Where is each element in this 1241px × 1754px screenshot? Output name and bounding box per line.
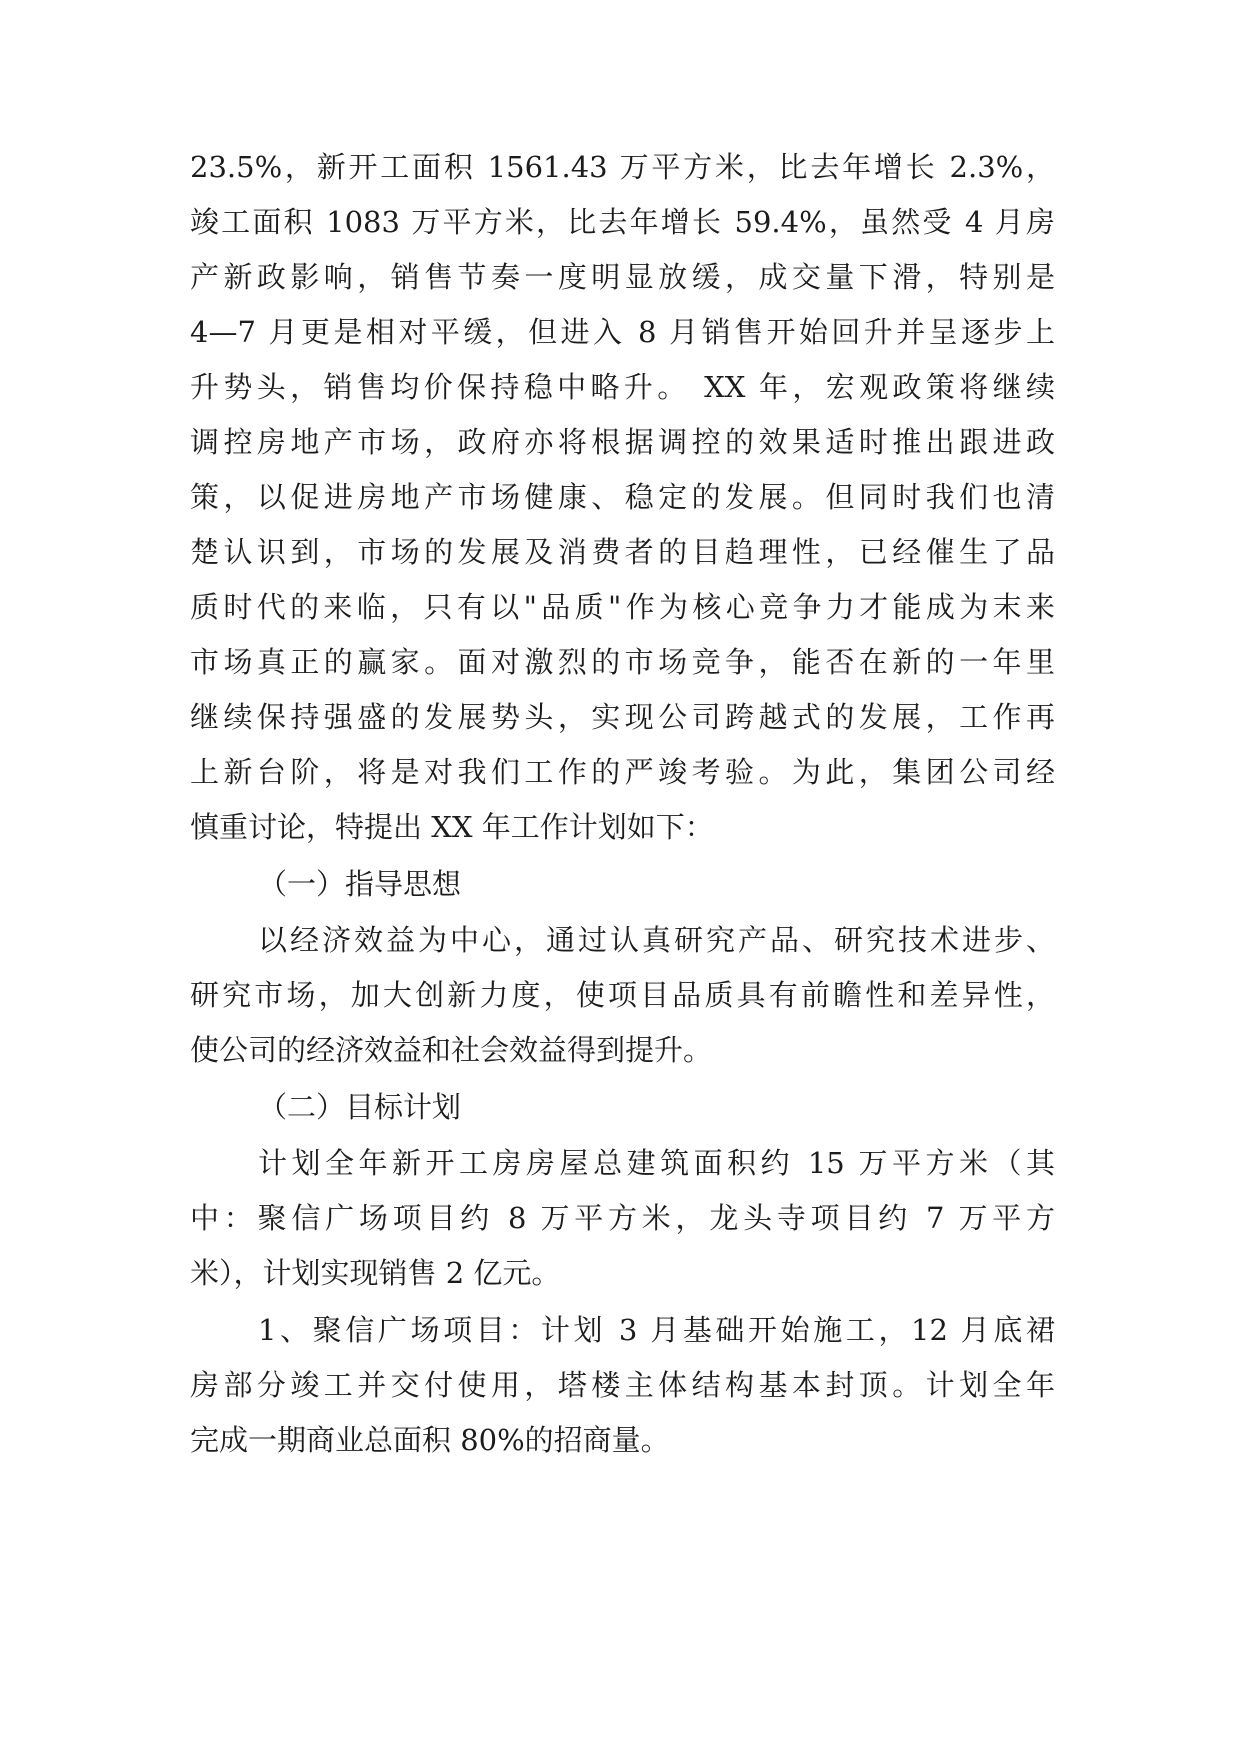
text-line: 研究市场，加大创新力度，使项目品质具有前瞻性和差异性， bbox=[190, 978, 1055, 1012]
text-line: 使公司的经济效益和社会效益得到提升。 bbox=[190, 1033, 713, 1067]
text-line: 楚认识到，市场的发展及消费者的目趋理性，已经催生了品 bbox=[190, 535, 1055, 569]
text-line: 产新政影响，销售节奏一度明显放缓，成交量下滑，特别是 bbox=[190, 260, 1055, 294]
section-heading-target-plan: （二）目标计划 bbox=[258, 1090, 462, 1124]
text-line: 计划全年新开工房房屋总建筑面积约 15 万平方米（其 bbox=[258, 1146, 1055, 1180]
text-line: 策，以促进房地产市场健康、稳定的发展。但同时我们也清 bbox=[190, 480, 1055, 514]
text-line: 质时代的来临，只有以"品质"作为核心竞争力才能成为末来 bbox=[190, 590, 1055, 624]
text-line: 米），计划实现销售 2 亿元。 bbox=[190, 1256, 561, 1290]
text-line: 市场真正的赢家。面对激烈的市场竞争，能否在新的一年里 bbox=[190, 645, 1055, 679]
text-line: 以经济效益为中心，通过认真研究产品、研究技术进步、 bbox=[258, 923, 1055, 957]
text-line: 调控房地产市场，政府亦将根据调控的效果适时推出跟进政 bbox=[190, 425, 1055, 459]
text-line: 升势头，销售均价保持稳中略升。 XX 年，宏观政策将继续 bbox=[190, 370, 1055, 404]
text-line: 4—7 月更是相对平缓，但进入 8 月销售开始回升并呈逐步上 bbox=[190, 315, 1055, 349]
text-line: 23.5%，新开工面积 1561.43 万平方米，比去年增长 2.3%， bbox=[190, 150, 1055, 184]
text-line: 上新台阶，将是对我们工作的严竣考验。为此，集团公司经 bbox=[190, 755, 1055, 789]
section-heading-guiding-ideology: （一）指导思想 bbox=[258, 867, 462, 901]
text-line: 1、聚信广场项目：计划 3 月基础开始施工，12 月底裙 bbox=[258, 1313, 1055, 1347]
text-line: 继续保持强盛的发展势头，实现公司跨越式的发展，工作再 bbox=[190, 700, 1055, 734]
text-line: 竣工面积 1083 万平方米，比去年增长 59.4%，虽然受 4 月房 bbox=[190, 205, 1055, 239]
text-line: 完成一期商业总面积 80%的招商量。 bbox=[190, 1423, 670, 1457]
text-line: 慎重讨论，特提出 XX 年工作计划如下： bbox=[190, 810, 714, 844]
text-line: 中：聚信广场项目约 8 万平方米，龙头寺项目约 7 万平方 bbox=[190, 1201, 1055, 1235]
text-line: 房部分竣工并交付使用，塔楼主体结构基本封顶。计划全年 bbox=[190, 1368, 1055, 1402]
